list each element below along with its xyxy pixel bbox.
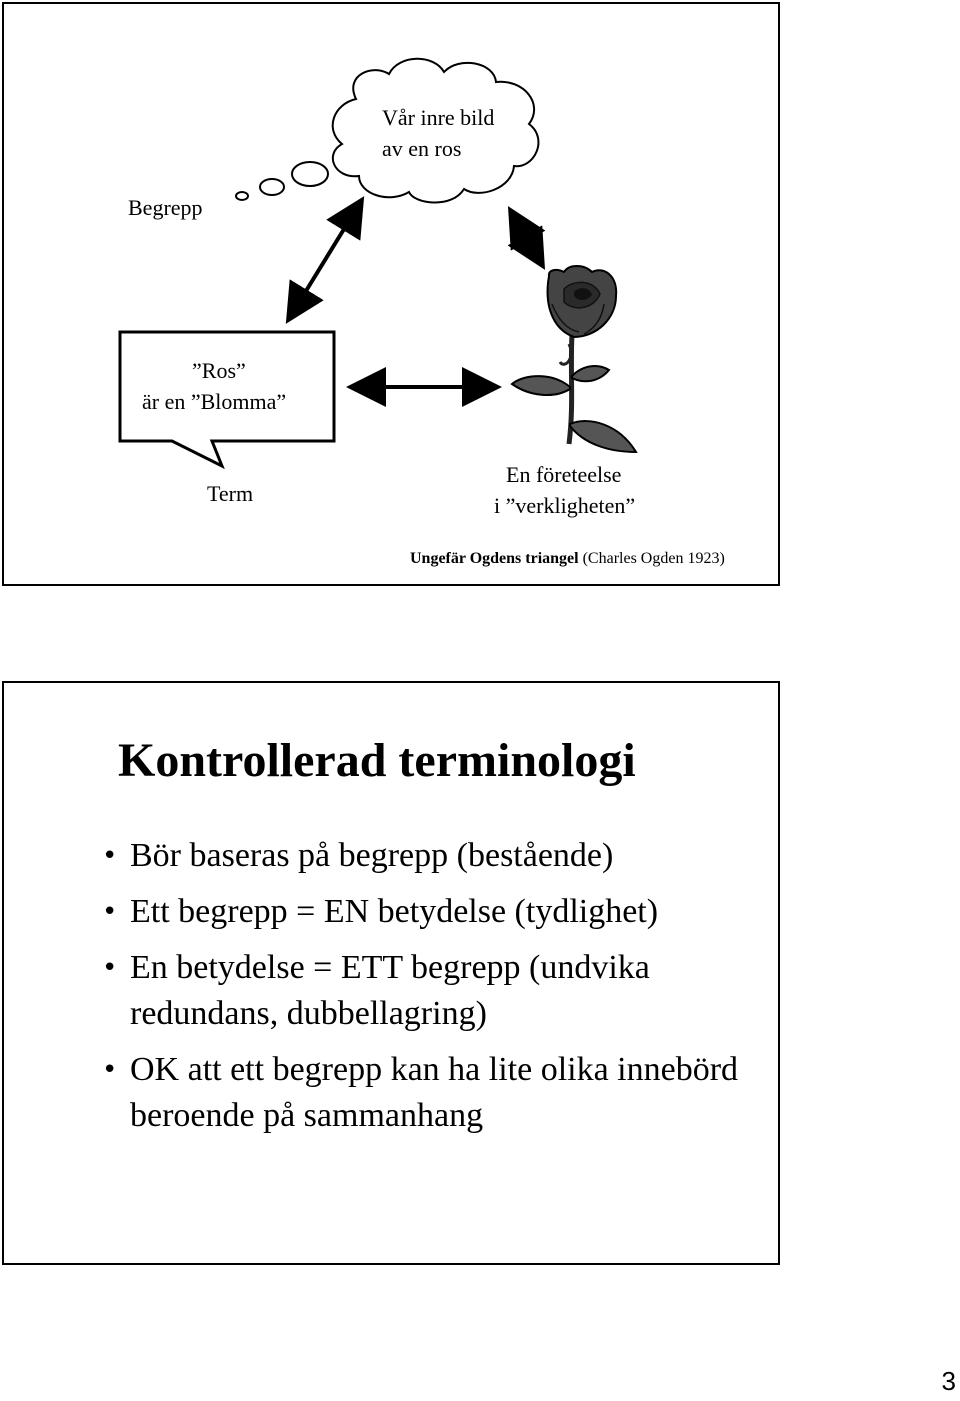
bullet-item: • OK att ett begrepp kan ha lite olika innebörd beroende på sammanhang [102, 1047, 742, 1139]
bullet-item: • Bör baseras på begrepp (bestående) [102, 833, 742, 879]
referent-text-line1: En företeelse [506, 462, 622, 487]
arrow-concept-referent [512, 213, 541, 263]
figure-caption [410, 550, 725, 568]
terminology-slide [2, 681, 780, 1265]
bullet-item: • Ett begrepp = EN betydelse (tydlighet) [102, 889, 742, 935]
thought-text-line1: Vår inre bild [382, 105, 495, 130]
term-label: Term [207, 481, 254, 506]
rose-icon [512, 266, 636, 452]
speech-text-line1: ”Ros” [192, 358, 246, 383]
bullet-item: • En betydelse = ETT begrepp (undvika redundans, dubbellagring) [102, 945, 742, 1037]
concept-label: Begrepp [128, 195, 203, 220]
referent-text-line2: i ”verkligheten” [494, 493, 636, 518]
caption-rest: (Charles Ogden 1923) [582, 550, 725, 567]
bullet-list [102, 833, 742, 1149]
thought-text-line2: av en ros [382, 136, 462, 161]
slide-title: Kontrollerad terminologi [118, 734, 636, 787]
arrow-concept-term [290, 203, 360, 317]
triangle-diagram [4, 4, 782, 588]
ogden-triangle-slide [2, 2, 780, 586]
speech-text-line2: är en ”Blomma” [142, 389, 287, 414]
caption-bold: Ungefär Ogdens triangel [410, 550, 579, 567]
page-number: 3 [941, 1366, 956, 1396]
